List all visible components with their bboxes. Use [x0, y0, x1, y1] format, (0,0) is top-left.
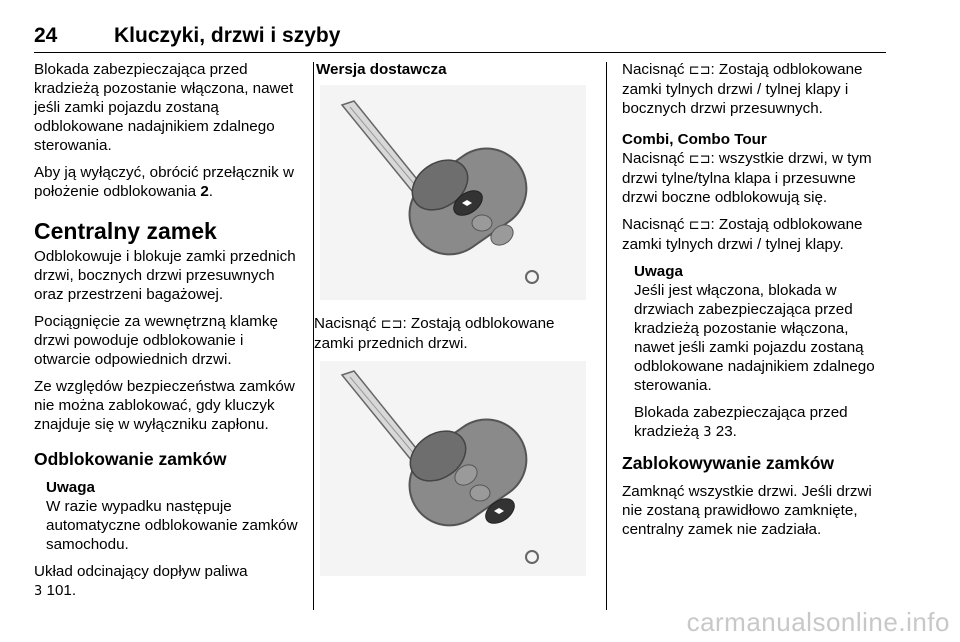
- key-fob-figure-1: [320, 85, 586, 300]
- unlock-all-icon: ⊏⊐: [688, 152, 711, 167]
- paragraph-fuel-cutoff: [34, 562, 300, 601]
- key-button-lock: [472, 215, 492, 231]
- page-number: 24: [34, 24, 58, 47]
- paragraph-disable: [34, 163, 300, 201]
- heading-locking: Zablokowywanie zamków: [622, 453, 834, 473]
- heading-unlocking: Odblokowanie zamków: [34, 449, 227, 469]
- unlock-combi-rear-icon: ⊏⊐: [688, 218, 711, 233]
- rear-unlock-text: : Zostają odblokowane zamki tylnych drzwi / tylnej klapy i bocznych drzwi przesuwnych.: [622, 61, 863, 117]
- heading-combi: Combi, Combo Tour: [622, 131, 767, 148]
- paragraph-handle: Pociągnięcie za wewnętrzną klamkę drzwi powoduje odblokowanie i otwarcie odpowiednich drzwi.: [34, 313, 278, 368]
- combi-all-text: : wszystkie drzwi, w tym drzwi tylne/tylna klapa i przesuwne drzwi boczne odblokowują się.: [622, 150, 872, 206]
- page-reference[interactable]: 101.: [46, 582, 77, 599]
- heading-central-lock: Centralny zamek: [34, 218, 217, 244]
- position-number: 2: [200, 183, 209, 200]
- page-reference-2[interactable]: 23.: [715, 423, 737, 440]
- combi-rear-text: : Zostają odblokowane zamki tylnych drzwi / tylnej klapy.: [622, 216, 863, 253]
- key-blade-groove: [350, 107, 415, 185]
- paragraph-combi-rear: [622, 215, 892, 254]
- page-header: [34, 22, 886, 53]
- front-unlock-text: : Zostają odblokowane zamki przednich drzwi.: [314, 315, 555, 352]
- note-text-2: Jeśli jest włączona, blokada w drzwiach zabezpieczająca przed kradzieżą pozostanie włączona, nawet jeśli zamki pojazdu zostaną odblokowane nadajnikiem zdalnego sterowania.: [634, 282, 875, 394]
- paragraph-rear-unlock: [622, 60, 892, 118]
- paragraph-central-lock: Odblokowuje i blokuje zamki przednich drzwi, bocznych drzwi przesuwnych oraz przestrzeni bagażowej.: [34, 248, 296, 303]
- column-left: [34, 60, 300, 609]
- note-reference: [634, 403, 892, 442]
- paragraph-front-unlock: [314, 314, 594, 353]
- note-ref-text: Blokada zabezpieczająca przed kradzieżą: [634, 404, 848, 440]
- key-fob-image-2: [342, 371, 542, 563]
- fuel-cutoff-text: Układ odcinający dopływ paliwa: [34, 563, 248, 580]
- press-prefix-rear: Nacisnąć: [622, 61, 689, 78]
- key-ring: [526, 271, 538, 283]
- disable-end: .: [208, 183, 214, 200]
- note-text: W razie wypadku następuje automatyczne odblokowanie zamków samochodu.: [46, 498, 298, 553]
- watermark: carmanualsonline.info: [686, 607, 950, 637]
- page-reference-icon: 3: [34, 584, 43, 599]
- column-right: [622, 60, 892, 547]
- paragraph-safety: Ze względów bezpieczeństwa zamków nie można zablokować, gdy kluczyk znajduje się w wyłączniku zapłonu.: [34, 378, 295, 433]
- paragraph-antitheft: Blokada zabezpieczająca przed kradzieżą pozostanie włączona, nawet jeśli zamki pojazdu zostaną odblokowane nadajnikiem zdalnego sterowania.: [34, 61, 294, 154]
- key-blade-groove-2: [350, 377, 415, 455]
- page-reference-icon-2: 3: [703, 425, 712, 440]
- press-prefix-all: Nacisnąć: [622, 150, 689, 167]
- key-fob-image: [342, 101, 542, 283]
- disable-text: Aby ją wyłączyć, obrócić przełącznik w położenie odblokowania: [34, 164, 294, 200]
- key-fob-figure-2: [320, 361, 586, 576]
- note-antitheft: [634, 262, 892, 442]
- paragraph-combi-all: [622, 149, 892, 207]
- column-middle: [314, 60, 594, 590]
- heading-van-version: Wersja dostawcza: [316, 61, 447, 78]
- note-title-2: Uwaga: [634, 263, 683, 280]
- unlock-front-icon: ⊏⊐: [380, 317, 403, 332]
- note-accident: [46, 478, 300, 554]
- press-prefix: Nacisnąć: [314, 315, 381, 332]
- column-divider-2: [606, 62, 607, 610]
- key-button-lock-2: [470, 485, 490, 501]
- unlock-rear-icon: ⊏⊐: [688, 63, 711, 78]
- key-ring-2: [526, 551, 538, 563]
- press-prefix-combi-rear: Nacisnąć: [622, 216, 689, 233]
- note-title: Uwaga: [46, 479, 95, 496]
- paragraph-locking: Zamknąć wszystkie drzwi. Jeśli drzwi nie zostaną prawidłowo zamknięte, centralny zamek nie zadziała.: [622, 483, 872, 538]
- page-title: Kluczyki, drzwi i szyby: [114, 24, 341, 47]
